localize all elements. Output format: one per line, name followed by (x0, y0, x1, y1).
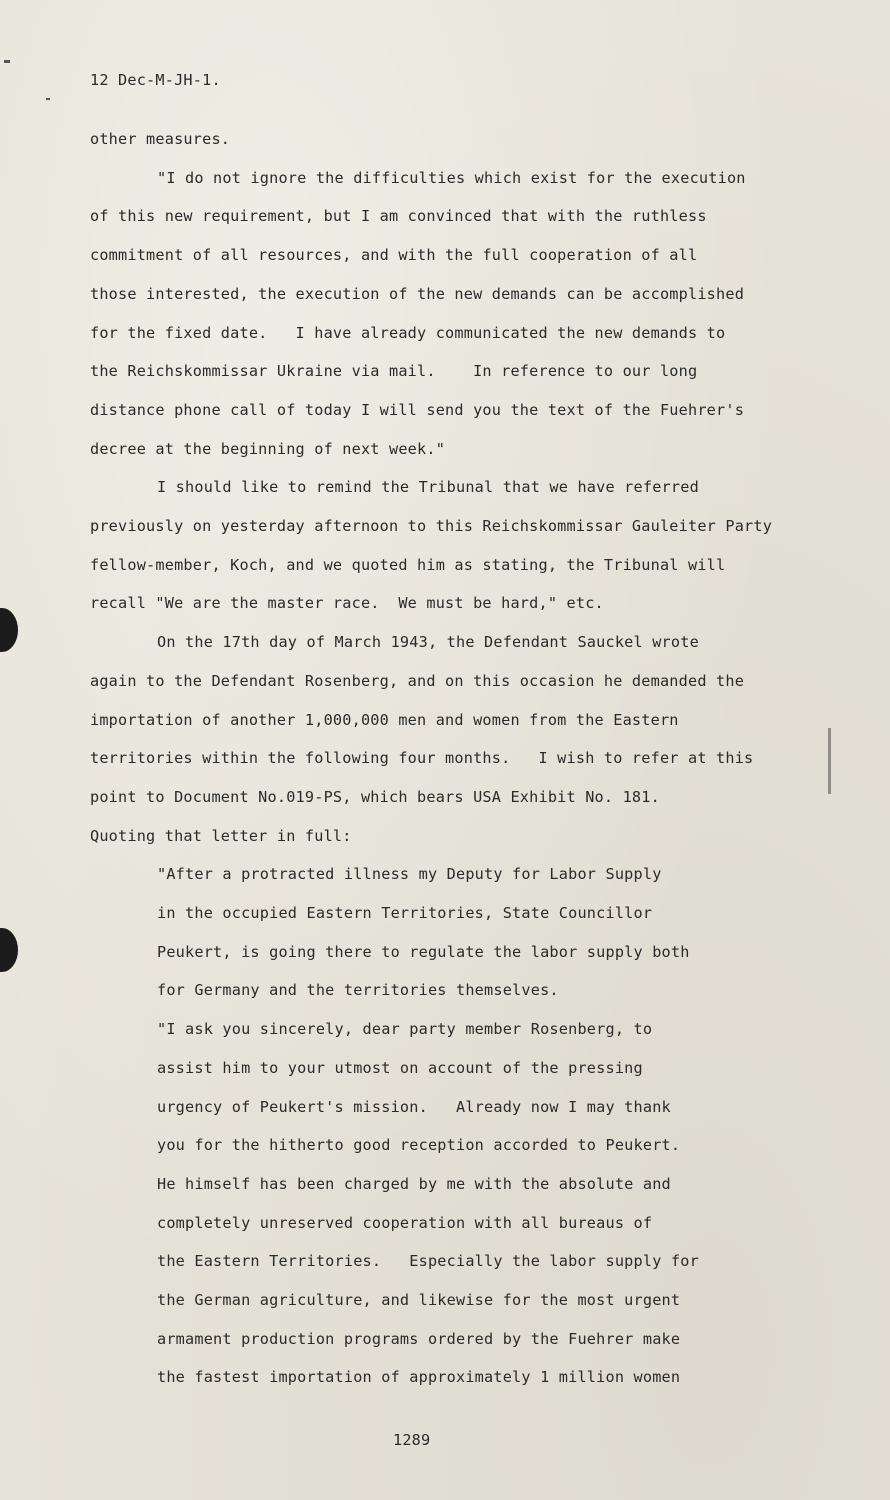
text-line: importation of another 1,000,000 men and women from the Eastern (90, 710, 679, 729)
text-line: commitment of all resources, and with the full cooperation of all (90, 246, 698, 265)
text-line: point to Document No.019-PS, which bears USA Exhibit No. 181. (90, 787, 660, 806)
text-line: I should like to remind the Tribunal that we have referred (157, 478, 699, 497)
text-line: "I do not ignore the difficulties which exist for the execution (157, 168, 746, 187)
text-line: decree at the beginning of next week." (90, 439, 446, 458)
text-line: the fastest importation of approximately 1 million women (157, 1368, 681, 1387)
punch-hole (0, 608, 18, 652)
text-line: On the 17th day of March 1943, the Defendant Sauckel wrote (157, 633, 699, 652)
text-line: He himself has been charged by me with the absolute and (157, 1174, 671, 1193)
text-line: for the fixed date. I have already communicated the new demands to (90, 323, 726, 342)
text-line: fellow-member, Koch, and we quoted him as stating, the Tribunal will (90, 555, 726, 574)
text-line: Quoting that letter in full: (90, 826, 352, 845)
text-line: those interested, the execution of the new demands can be accomplished (90, 284, 745, 303)
text-line: the German agriculture, and likewise for the most urgent (157, 1291, 681, 1309)
margin-tick (46, 98, 50, 100)
margin-tick (4, 60, 10, 63)
page-header: 12 Dec-M-JH-1. (90, 71, 221, 89)
text-line: recall "We are the master race. We must be hard," etc. (90, 594, 604, 613)
text-line: "After a protracted illness my Deputy for Labor Supply (157, 865, 662, 884)
text-line: armament production programs ordered by the Fuehrer make (157, 1329, 681, 1348)
text-line: other measures. (90, 130, 231, 148)
text-line: in the occupied Eastern Territories, State Councillor (157, 904, 653, 922)
text-line: the Reichskommissar Ukraine via mail. In reference to our long (90, 362, 698, 381)
text-line: for Germany and the territories themselves. (157, 981, 559, 1000)
text-line: urgency of Peukert's mission. Already now I may thank (157, 1097, 671, 1116)
text-line: previously on yesterday afternoon to this Reichskommissar Gauleiter Party (90, 517, 773, 535)
punch-hole (0, 928, 18, 972)
text-line: you for the hitherto good reception accorded to Peukert. (157, 1136, 681, 1155)
text-line: territories within the following four months. I wish to refer at this (90, 749, 754, 768)
text-line: distance phone call of today I will send you the text of the Fuehrer's (90, 400, 745, 419)
text-line: "I ask you sincerely, dear party member Rosenberg, to (157, 1020, 653, 1039)
text-line: Peukert, is going there to regulate the labor supply both (157, 942, 690, 961)
text-line: the Eastern Territories. Especially the labor supply for (157, 1252, 699, 1271)
text-line: completely unreserved cooperation with all bureaus of (157, 1213, 653, 1232)
text-line: again to the Defendant Rosenberg, and on this occasion he demanded the (90, 671, 745, 690)
text-line: assist him to your utmost on account of the pressing (157, 1058, 643, 1077)
page-number: 1289 (393, 1431, 431, 1449)
margin-mark (828, 728, 831, 794)
text-line: of this new requirement, but I am convinced that with the ruthless (90, 207, 707, 226)
